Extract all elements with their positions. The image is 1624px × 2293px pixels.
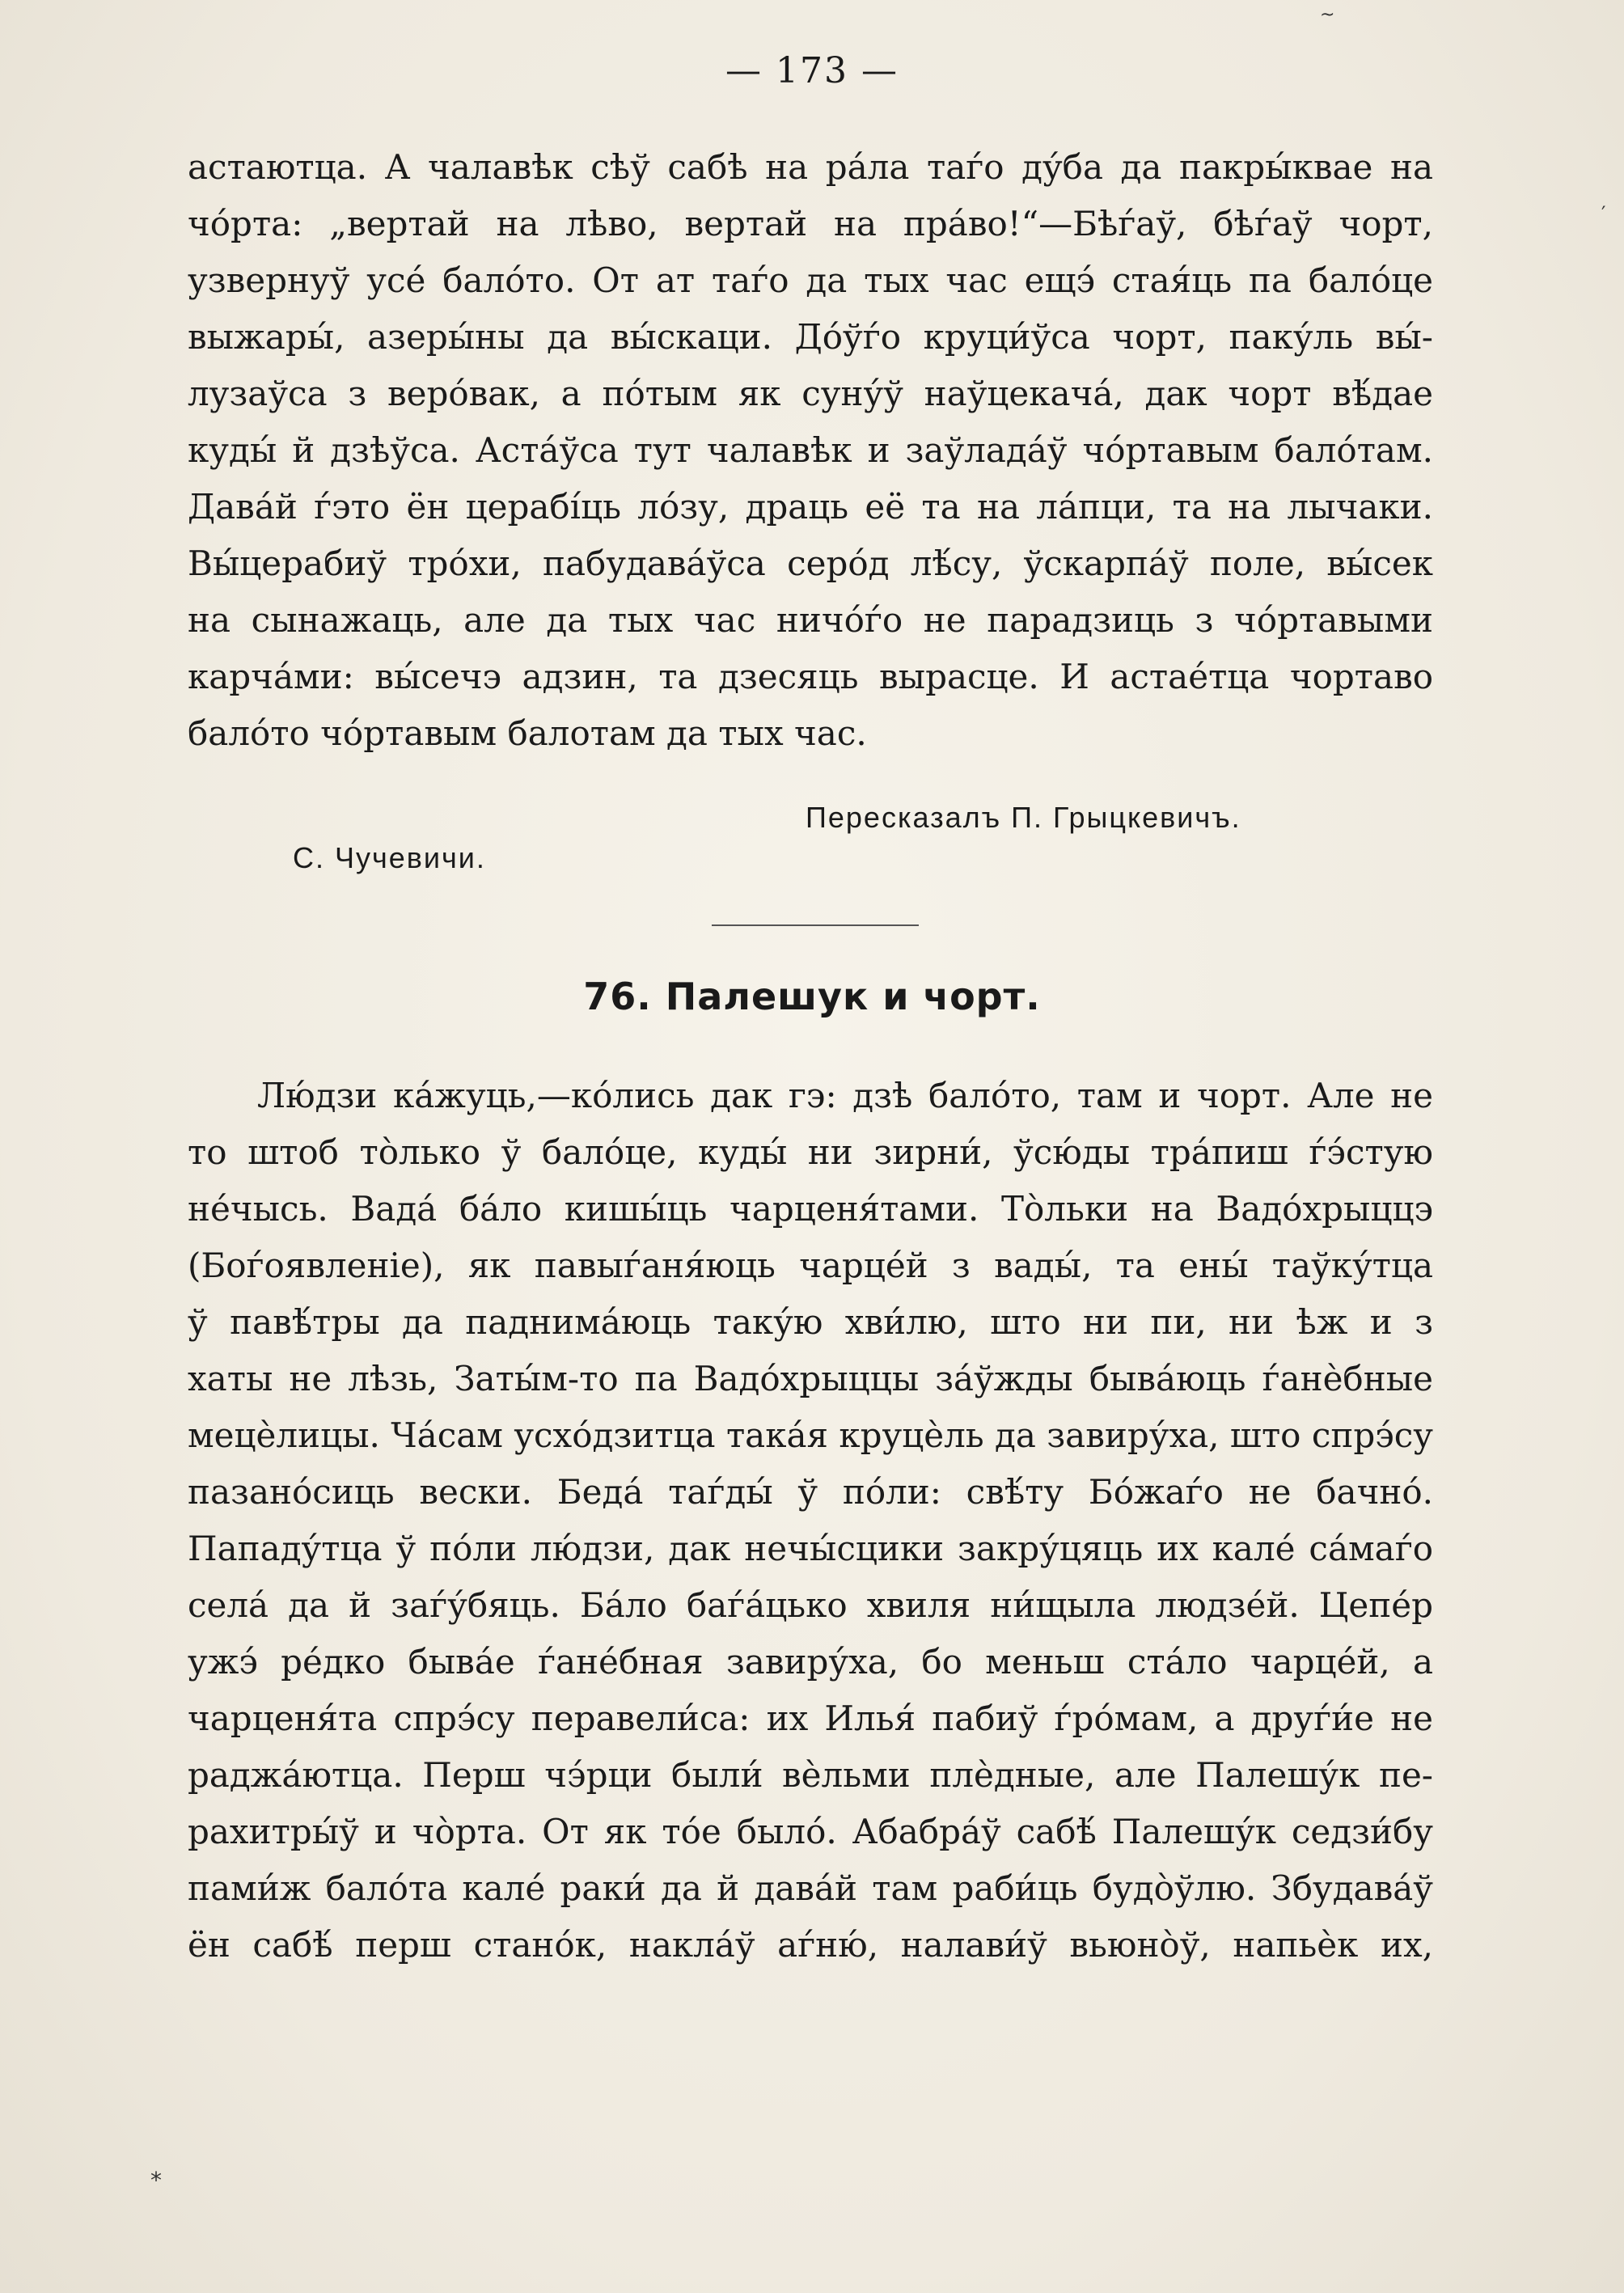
text-line: на сынажаць, але да тых час ничо́ѓо не парадзиць з чо́ртавыми bbox=[188, 600, 1433, 640]
story-title: 76. Палешук и чорт. bbox=[583, 975, 1041, 1018]
text-line: не́чысь. Вада́ ба́ло кишы́ць чарценя́тами. То̀льки на Вадо́хрыццэ bbox=[188, 1189, 1433, 1229]
text-line: астаютца. А чалавѣк сѣў сабѣ на ра́ла таѓо ду́ба да пакры́кваe на bbox=[188, 147, 1433, 187]
text-line: ужэ́ ре́дко быва́е ѓане́бная завиру́ха, бо меньш ста́ло чарце́й, а bbox=[188, 1642, 1433, 1682]
text-line: села́ да й заѓу́бяць. Ба́ло баѓа́цько хвиля ни́щыла людзе́й. Цепе́р bbox=[188, 1585, 1433, 1625]
scan-speck-mark: ⁎ bbox=[150, 2160, 162, 2186]
text-line: Дава́й ѓэто ён церабі́ць ло́зу, драць её та на ла́пци, та на лычаки. bbox=[188, 487, 1433, 527]
bottom-paragraph bbox=[188, 1068, 1433, 1974]
text-line: ён сабѣ́ перш стано́к, накла́ў аѓню́, налави́ў вьюно̀ў, напьѐк их, bbox=[188, 1925, 1433, 1965]
text-line: чо́рта: „вертай на лѣво, вертай на пра́во!“—Бѣѓаў, бѣѓаў чорт, bbox=[188, 204, 1433, 243]
text-line: выжары́, азеры́ны да вы́скаци. До́ўѓо круци́ўса чорт, паку́ль вы́- bbox=[188, 317, 1433, 357]
text-line: чарценя́та спрэ́су перавели́са: их Илья́ пабиў ѓро́мам, а друѓи́е не bbox=[188, 1699, 1433, 1738]
text-line: мецѐлицы. Ча́сам усхо́дзитца така́я круцѐль да завиру́ха, што спрэ́су bbox=[188, 1415, 1433, 1455]
narrator-signature: Пересказалъ П. Грыцкевичъ. bbox=[806, 801, 1241, 834]
text-line: рахитры́ў и чо̀рта. От як то́е было́. Абабра́ў сабѣ́ Палешу́к седзи́бу bbox=[188, 1812, 1433, 1851]
text-line: куды́ й дзѣўса. Аста́ўса тут чалавѣк и заўлада́ў чо́ртавым бало́там. bbox=[188, 430, 1433, 470]
village-name: С. Чучевичи. bbox=[293, 841, 486, 874]
text-line: хаты не лѣзь, Заты́м-то па Вадо́хрыццы за́ўжды быва́юць ѓанѐбные bbox=[188, 1359, 1433, 1398]
text-line: пами́ж бало́та кале́ раки́ да й дава́й там раби́ць будо̀ўлю. Збудава́ў bbox=[188, 1868, 1433, 1908]
scan-speck-mark: ′ bbox=[1601, 202, 1606, 225]
text-line: Лю́дзи ка́жуць,—ко́лись дак гэ: дзѣ бало́то, там и чорт. Але не bbox=[257, 1076, 1433, 1115]
text-line: (Боѓоявленіе), як павыѓаня́юць чарце́й з вады́, та ены́ таўку́тца bbox=[188, 1246, 1433, 1285]
text-line: карча́ми: вы́сечэ адзин, та дзесяць вырасце. И астае́тца чортаво bbox=[188, 657, 1433, 696]
section-divider bbox=[712, 924, 919, 926]
text-line: Вы́церабиў тро́хи, пабудава́ўса серо́д лѣ́су, ўскарпа́ў поле, вы́сек bbox=[188, 544, 1433, 583]
text-line: бало́то чо́ртавым балотам да тых час. bbox=[188, 713, 867, 753]
text-line: лузаўса з веро́вак, а по́тым як суну́ў наўцекача́, дак чорт вѣ́дае bbox=[188, 374, 1433, 413]
text-line: пазано́сиць вески. Беда́ таѓды́ ў по́ли: свѣ́ту Бо́жаѓо не бачно́. bbox=[188, 1472, 1433, 1512]
text-line: ў павѣ́тры да паднима́юць таку́ю хви́лю, што ни пи, ни ѣж и з bbox=[188, 1302, 1433, 1342]
page-number: — 173 — bbox=[725, 50, 899, 91]
scan-speck-mark: ~ bbox=[1320, 5, 1335, 25]
text-line: Пападу́тца ў по́ли лю́дзи, дак нечы́сцики закру́цяць их кале́ са́маѓо bbox=[188, 1529, 1433, 1568]
text-line: узвернуў усе́ бало́то. От ат таѓо да тых час ещэ́ стая́ць па бало́це bbox=[188, 260, 1433, 300]
text-line: раджа́ютца. Перш чэ́рци были́ вѐльми плѐдные, але Палешу́к пе- bbox=[188, 1755, 1433, 1795]
text-line: то штоб то̀лько ў бало́це, куды́ ни зирни́, ўсю́ды тра́пиш ѓэ́стую bbox=[188, 1132, 1433, 1172]
top-paragraph bbox=[188, 139, 1433, 762]
